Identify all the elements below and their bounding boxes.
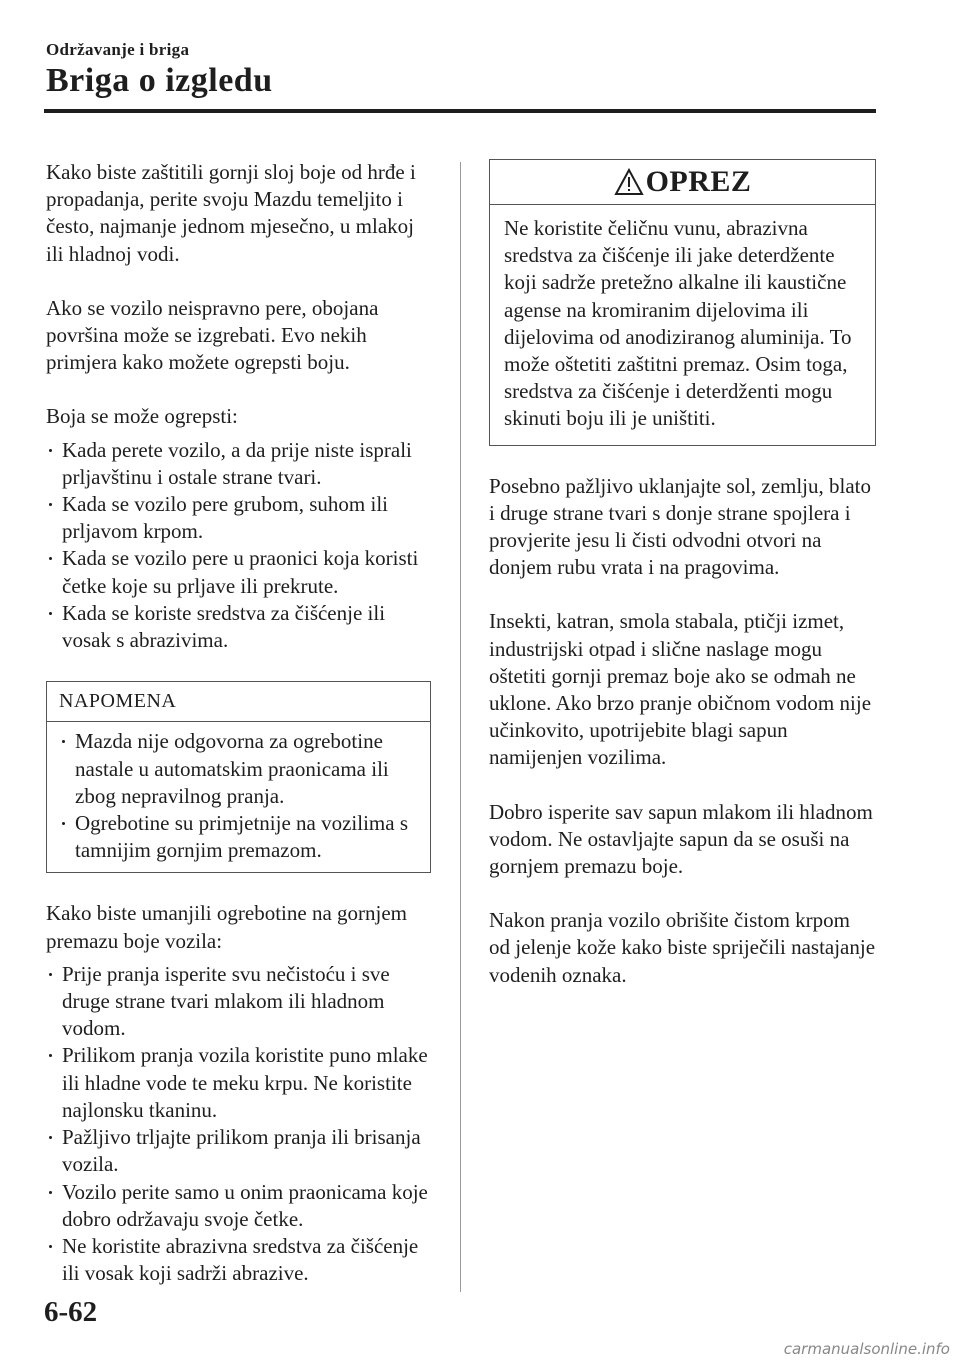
caution-heading: OPREZ <box>645 165 752 199</box>
page-number: 6-62 <box>44 1296 98 1328</box>
list-item: Prilikom pranja vozila koristite puno mlake ili hladne vode te meku krpu. Ne koristite najlonsku tkaninu. <box>46 1042 431 1124</box>
scratch-causes-lead: Boja se može ogrepsti: <box>46 404 238 429</box>
caution-header <box>490 160 875 205</box>
list-item: Prije pranja isperite svu nečistoću i sve druge strane tvari mlakom ili hladnom vodom. <box>46 961 431 1043</box>
title-rule <box>44 109 876 113</box>
intro-paragraph: Kako biste zaštitili gornji sloj boje od hrđe i propadanja, perite svoju Mazdu temeljito i često, najmanje jednom mjesečno, u mlakoj ili hladnoj vodi. <box>46 160 416 266</box>
list-item: Kada perete vozilo, a da prije niste isprali prljavštinu i ostale strane tvari. <box>46 437 431 491</box>
improper-wash-paragraph: Ako se vozilo neispravno pere, obojana površina može se izgrebati. Evo nekih primjera kako možete ogrepsti boju. <box>46 295 379 375</box>
note-body <box>47 722 430 872</box>
watermark: carmanualsonline.info <box>783 1340 950 1358</box>
list-item: Ogrebotine su primjetnije na vozilima s tamnijim gornjim premazom. <box>59 810 420 864</box>
underbody-paragraph: Posebno pažljivo uklanjajte sol, zemlju, blato i druge strane tvari s donje strane spojlera i provjerite jesu li čisti odvodni otvori na donjem rubu vrata i na pragovima. <box>489 473 872 580</box>
caution-box <box>489 159 876 446</box>
contaminants-paragraph: Insekti, katran, smola stabala, ptičji izmet, industrijski otpad i slične naslage mogu oštetiti gornji premaz boje ako se odmah ne uklone. Ako brzo pranje običnom vodom nije učinkovito, upotrijebite blagi sapun namijenjen vozilima. <box>489 609 872 770</box>
caution-text: Ne koristite čeličnu vunu, abrazivna sredstva za čišćenje ili jake deterdžente koji sadrže pretežno alkalne ili kaustične agense na kromiranim dijelovima ili dijelovima od anodiziranog aluminija. To može oštetiti zaštitni premaz. Osim toga, sredstva za čišćenje i deterdženti mogu skinuti boju ili je uništiti. <box>504 216 852 431</box>
rinse-paragraph: Dobro isperite sav sapun mlakom ili hladnom vodom. Ne ostavljajte sapun da se osuši na gornjem premazu boje. <box>489 799 873 879</box>
reduce-scratches-lead: Kako biste umanjili ogrebotine na gornjem premazu boje vozila: <box>46 901 407 953</box>
note-heading: NAPOMENA <box>47 682 430 722</box>
warning-triangle-icon <box>614 168 644 196</box>
left-column <box>46 159 431 1314</box>
note-list <box>59 728 420 864</box>
list-item: Ne koristite abrazivna sredstva za čišćenje ili vosak koji sadrži abrazive. <box>46 1233 431 1287</box>
drying-paragraph: Nakon pranja vozilo obrišite čistom krpom od jelenje kože kako biste spriječili nastajanje vodenih oznaka. <box>489 908 876 987</box>
list-item: Kada se vozilo pere u praonici koja koristi četke koje su prljave ili prekrute. <box>46 545 431 599</box>
list-item: Vozilo perite samo u onim praonicama koje dobro održavaju svoje četke. <box>46 1179 431 1233</box>
scratch-causes-list <box>46 437 431 655</box>
section-label: Održavanje i briga <box>46 40 190 59</box>
note-box <box>46 681 431 873</box>
list-item: Kada se koriste sredstva za čišćenje ili vosak s abrazivima. <box>46 600 431 654</box>
list-item: Mazda nije odgovorna za ogrebotine nastale u automatskim praonicama ili zbog nepravilnog pranja. <box>59 728 420 810</box>
page-title: Briga o izgledu <box>46 62 273 99</box>
column-divider <box>460 162 461 1292</box>
right-column <box>489 159 876 1016</box>
tips-list <box>46 961 431 1287</box>
list-item: Kada se vozilo pere grubom, suhom ili prljavom krpom. <box>46 491 431 545</box>
list-item: Pažljivo trljajte prilikom pranja ili brisanja vozila. <box>46 1124 431 1178</box>
